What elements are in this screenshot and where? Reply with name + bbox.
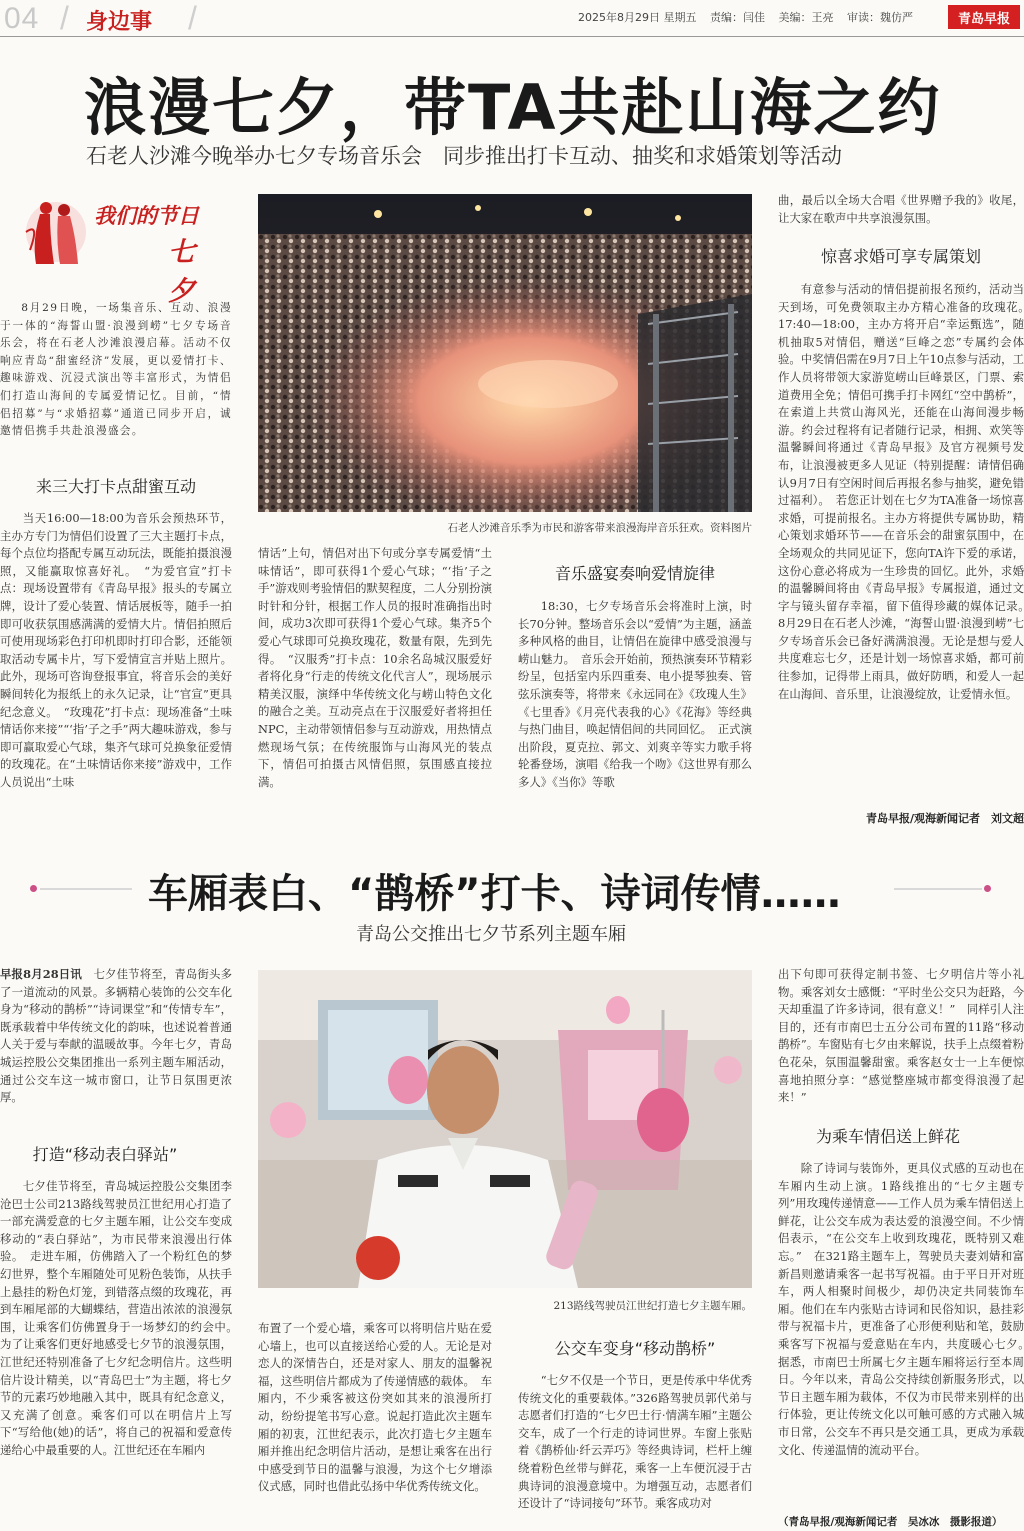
- article1-lead: 8月29日晚，一场集音乐、互动、浪漫于一体的“海誓山盟·浪漫到崂”七夕专场音乐会，将在石老人沙滩浪漫启幕。活动不仅响应青岛“甜蜜经济”发展，更以爱情打卡、趣味游戏、沉浸式演出等丰富形式，为情侣们打造山海间的专属爱情记忆。目前，“情侣招募”与“求婚招募”通道已同步开启，诚邀情侣携手共赴浪漫盛会。: [0, 302, 232, 438]
- editor-credit: 责编：闫佳: [710, 11, 765, 24]
- ornament-line-right: [894, 888, 982, 890]
- masthead-divider: /: [60, 0, 69, 36]
- ornament-dot-right: [984, 885, 991, 892]
- article2-byline: （青岛早报/观海新闻记者 吴冰冰 摄影报道）: [778, 1516, 1003, 1528]
- ornament-dot-left: [30, 885, 37, 892]
- article1-section1-title: 来三大打卡点甜蜜互动: [35, 477, 196, 496]
- article2-section1-continued: 布置了一个爱心墙，乘客可以将明信片贴在爱心墙上，也可以直接送给心爱的人。无论是对恋人的深情告白，还是对家人、朋友的温馨祝福，这些明信片都成为了传递情感的载体。 车厢内，不少乘客被这份突如其来的浪漫所打动，纷纷提笔书写心意。说起打造此次主题车厢的初衷，江世纪表示，此次打造七夕主题车厢并推出纪念明信片活动，是想让乘客在出行中感受到节日的温馨与浪漫，为这个七夕增添仪式感，同时也借此弘扬中华优秀传统文化。: [258, 1321, 492, 1494]
- article2-col4-top: 出下句即可获得定制书签、七夕明信片等小礼物。乘客刘女士感慨：“平时坐公交只为赶路，今天却重温了许多诗词，很有意义！” 同样引人注目的，还有市南巴士五分公司布置的11路“移动鹊桥”。车窗贴有七夕由来解说，扶手上点缀着粉色花朵，氛围温馨甜蜜。乘客赵女士一上车便惊喜地拍照分享：“感觉整座城市都变得浪漫了起来！”: [778, 967, 1024, 1105]
- article1-subhead: 石老人沙滩今晚举办七夕专场音乐会 同步推出打卡互动、抽奖和求婚策划等活动: [86, 144, 842, 168]
- article2-section1-body: 七夕佳节将至，青岛城运控股公交集团李沧巴士公司213路线驾驶员江世纪用心打造了一部充满爱意的七夕主题车厢，让公交车变成移动的“表白驿站”，为市民带来浪漫出行体验。 走进车厢，仿佛踏入了一个粉红色的梦幻世界，整个车厢随处可见粉色装饰，从扶手上悬挂的粉色灯笼，到错落点缀的玫瑰花，再到车厢尾部的大蝴蝶结，营造出浓浓的浪漫氛围，让乘客们仿佛置身于一场梦幻的约会中。 为了让乘客们更好地感受七夕节的浪漫氛围，江世纪还特别准备了七夕纪念明信片。这些明信片设计精美，以“青岛巴士”为主题，将七夕节的元素巧妙地融入其中，既具有纪念意义，又充满了创意。乘客们可以在明信片上写下“写给他(她)的话”，将自己的祝福和爱意传递给心中最重要的人。江世纪还在车厢内: [0, 1179, 244, 1457]
- qixi-couple-illustration: [20, 192, 90, 270]
- article2-section3-body: 除了诗词与装饰外，更具仪式感的互动也在车厢内生动上演。1路线推出的“七夕主题专列”用玫瑰传递情意——工作人员为乘车情侣送上鲜花，让公交车成为表达爱的浪漫空间。不少情侣表示，“在公交车上收到玫瑰花，既特别又难忘。” 在321路主题车上，驾驶员夫妻刘婧和富新昌则邀请乘客一起书写祝福。由于平日开对班车，两人相聚时间极少，却仍决定共同装饰车厢。他们在车内张贴古诗词和民俗知识，悬挂彩带与祝福卡片，更准备了心形便利贴和笔，鼓励乘客写下祝福与爱意贴在车内，共度暖心七夕。 据悉，市南巴士所属七夕主题车厢将运行至本周日。今年以来，青岛公交持续创新服务形式，以节日主题车厢为载体，不仅为市民带来别样的出行体验，更让传统文化以可触可感的方式融入城市日常，公交车不再只是交通工具，更成为承载文化、传递温情的流动平台。: [778, 1161, 1024, 1457]
- masthead-info: [578, 9, 923, 25]
- badge-subtitle: 七夕: [168, 237, 195, 307]
- article1-headline: 浪漫七夕，带TA共赴山海之约: [84, 71, 942, 144]
- bus-driver-photo: [258, 970, 752, 1288]
- issue-date: 2025年8月29日 星期五: [578, 11, 697, 24]
- masthead-rule: [0, 36, 1024, 37]
- ornament-line-left: [40, 888, 132, 890]
- article2-dateline: 早报8月28日讯: [0, 967, 82, 981]
- section-name: 身边事: [86, 9, 153, 35]
- masthead-divider: /: [188, 0, 197, 36]
- article2-section2-title: 公交车变身“移动鹊桥”: [554, 1339, 716, 1358]
- article1-byline: 青岛早报/观海新闻记者 刘文超: [865, 812, 1024, 825]
- page-number: 04: [4, 2, 40, 35]
- article2-section3-title: 为乘车情侣送上鲜花: [815, 1127, 960, 1146]
- article2-section2-body: “七夕不仅是一个节日，更是传承中华优秀传统文化的重要载体。”326路驾驶员郭代弟与志愿者们打造的“七夕巴士行·情满车厢”主题公交车，成了一个行走的诗词世界。车窗上张贴着《鹊桥仙·纤云弄巧》等经典诗词，栏杆上缠绕着粉色丝带与鲜花，乘客一上车便沉浸于古典诗词的浪漫意境中。为增强互动，志愿者们还设计了“诗词接句”环节。乘客成功对: [518, 1373, 752, 1511]
- badge-title: 我们的节日: [94, 204, 199, 228]
- article1-section3-title: 惊喜求婚可享专属策划: [820, 247, 981, 266]
- article1-photo-caption: 石老人沙滩音乐季为市民和游客带来浪漫海岸音乐狂欢。资料图片: [447, 522, 752, 534]
- article2-section1-title: 打造“移动表白驿站”: [32, 1145, 178, 1164]
- article2-subhead: 青岛公交推出七夕节系列主题车厢: [356, 924, 626, 945]
- article1-section1-body: 当天16:00—18:00为音乐会预热环节，主办方专门为情侣们设置了三大主题打卡点，每个点位均搭配专属互动玩法，既能拍摄浪漫照，又能赢取惊喜好礼。 “为爱官宣”打卡点：现场设置带有《青岛早报》报头的专属立牌，设计了爱心装置、情话展板等，随手一拍即可收获氛围感满满的爱情大片。情侣拍照后可使用现场彩色打印机即时打印合影，还能领取活动专属卡片，写下爱情宣言并贴上照片。此外，现场可咨询登报事宜，将音乐会的美好瞬间转化为报纸上的永久记录，让“官宣”更具纪念意义。 “玫瑰花”打卡点：现场准备“土味情话你来接”“‘指’子之手”两大趣味游戏，参与即可赢取爱心气球，集齐气球可兑换象征爱情的玫瑰花。在“土味情话你来接”游戏中，工作人员说出“土味: [0, 511, 232, 789]
- article2-lead: [0, 966, 232, 1126]
- article1-col4-top: 曲，最后以全场大合唱《世界赠予我的》收尾，让大家在歌声中共享浪漫氛围。: [778, 193, 1024, 225]
- article2-headline: 车厢表白、“鹊桥”打卡、诗词传情……: [148, 871, 841, 917]
- designer-credit: 美编：王亮: [778, 11, 834, 24]
- article1-section1-continued: 情话”上句，情侣对出下句或分享专属爱情“土味情话”，即可获得1个爱心气球；“‘指’子之手”游戏则考验情侣的默契程度，二人分别扮演时针和分针，根据工作人员的报时准确指出时间，成功3次即可获得1个爱心气球。集齐5个爱心气球即可兑换玫瑰花，数量有限，先到先得。 “汉服秀”打卡点：10余名岛城汉服爱好者将化身“行走的传统文化代言人”，现场展示精美汉服，演绎中华传统文化与崂山特色文化的融合之美。互动亮点在于汉服爱好者将担任NPC，主动带领情侣参与互动游戏，用热情点燃现场气氛；在传统服饰与山海风光的装点下，情侣可拍摄古风情侣照，氛围感直接拉满。: [258, 546, 492, 789]
- festival-badge: [20, 192, 220, 307]
- article2-lead-text: 七夕佳节将至，青岛街头多了一道流动的风景。多辆精心装饰的公交车化身为“移动的鹊桥”“诗词课堂”和“传情专车”，既承载着中华传统文化的韵味，也述说着普通人关于爱与奉献的温暖故事。今年七夕，青岛城运控股公交集团推出一系列主题车厢活动，通过公交车这一城市窗口，让节日氛围更浓厚。: [0, 967, 232, 1105]
- brand-logo-text: 青岛早报: [957, 11, 1010, 27]
- article1-section3-body: 有意参与活动的情侣提前报名预约，活动当天到场，可免费领取主办方精心准备的玫瑰花。 17:40—18:00，主办方将开启“幸运甄选”，随机抽取5对情侣，赠送“巨峰之恋”专属约会体验。中奖情侣需在9月7日上午10点参与活动，工作人员将带领大家游览崂山巨峰景区，门票、索道费用全免；情侣可携手打卡网红“空中鹊桥”，在索道上共赏山海风光，还能在山海间漫步畅游。约会过程将有记者随行记录，相拥、欢笑等温馨瞬间将通过《青岛早报》及官方视频号发布，让浪漫被更多人见证（特别提醒：请情侣确认9月7日有空闲时间后再报名参与抽奖，避免错过福利）。 若您正计划在七夕为TA准备一场惊喜求婚，可提前报名。主办方将提供专属协助，精心策划求婚环节——在音乐会的甜蜜氛围中，在全场观众的共同见证下，您向TA许下爱的承诺，这份心意必将成为一生珍贵的回忆。此外，求婚的温馨瞬间将由《青岛早报》专属报道，通过文字与镜头留存幸福，留下值得珍藏的媒体记录。 8月29日在石老人沙滩，“海誓山盟·浪漫到崂”七夕专场音乐会已备好满满浪漫。无论是想与爱人共度难忘七夕，还是计划一场惊喜求婚，都可前往参加，记得带上雨具，做好防晒，和爱人一起在山海间、音乐里，让浪漫绽放，让爱情永恒。: [778, 282, 1024, 701]
- proof-credit: 审读：魏仿严: [847, 11, 913, 24]
- article2-photo-caption: 213路线驾驶员江世纪打造七夕主题车厢。: [553, 1300, 752, 1312]
- article1-section2-title: 音乐盛宴奏响爱情旋律: [554, 564, 715, 583]
- article1-section2-body: 18:30，七夕专场音乐会将准时上演，时长70分钟。整场音乐会以“爱情”为主题，涵盖多种风格的曲目，让情侣在旋律中感受浪漫与崂山魅力。 音乐会开始前，预热演奏环节精彩纷呈，包括室内乐四重奏、电小提琴独奏、管弦乐演奏等，将带来《永远同在》《玫瑰人生》《七里香》《月亮代表我的心》《花海》等经典与热门曲目，唤起情侣间的共同回忆。 正式演出阶段，夏克拉、郭文、刘爽辛等实力歌手将轮番登场，演唱《给我一个吻》《这世界有那么多人》《当你》等歌: [518, 599, 752, 789]
- concert-crowd-photo: [258, 194, 752, 512]
- brand-logo: [948, 5, 1020, 29]
